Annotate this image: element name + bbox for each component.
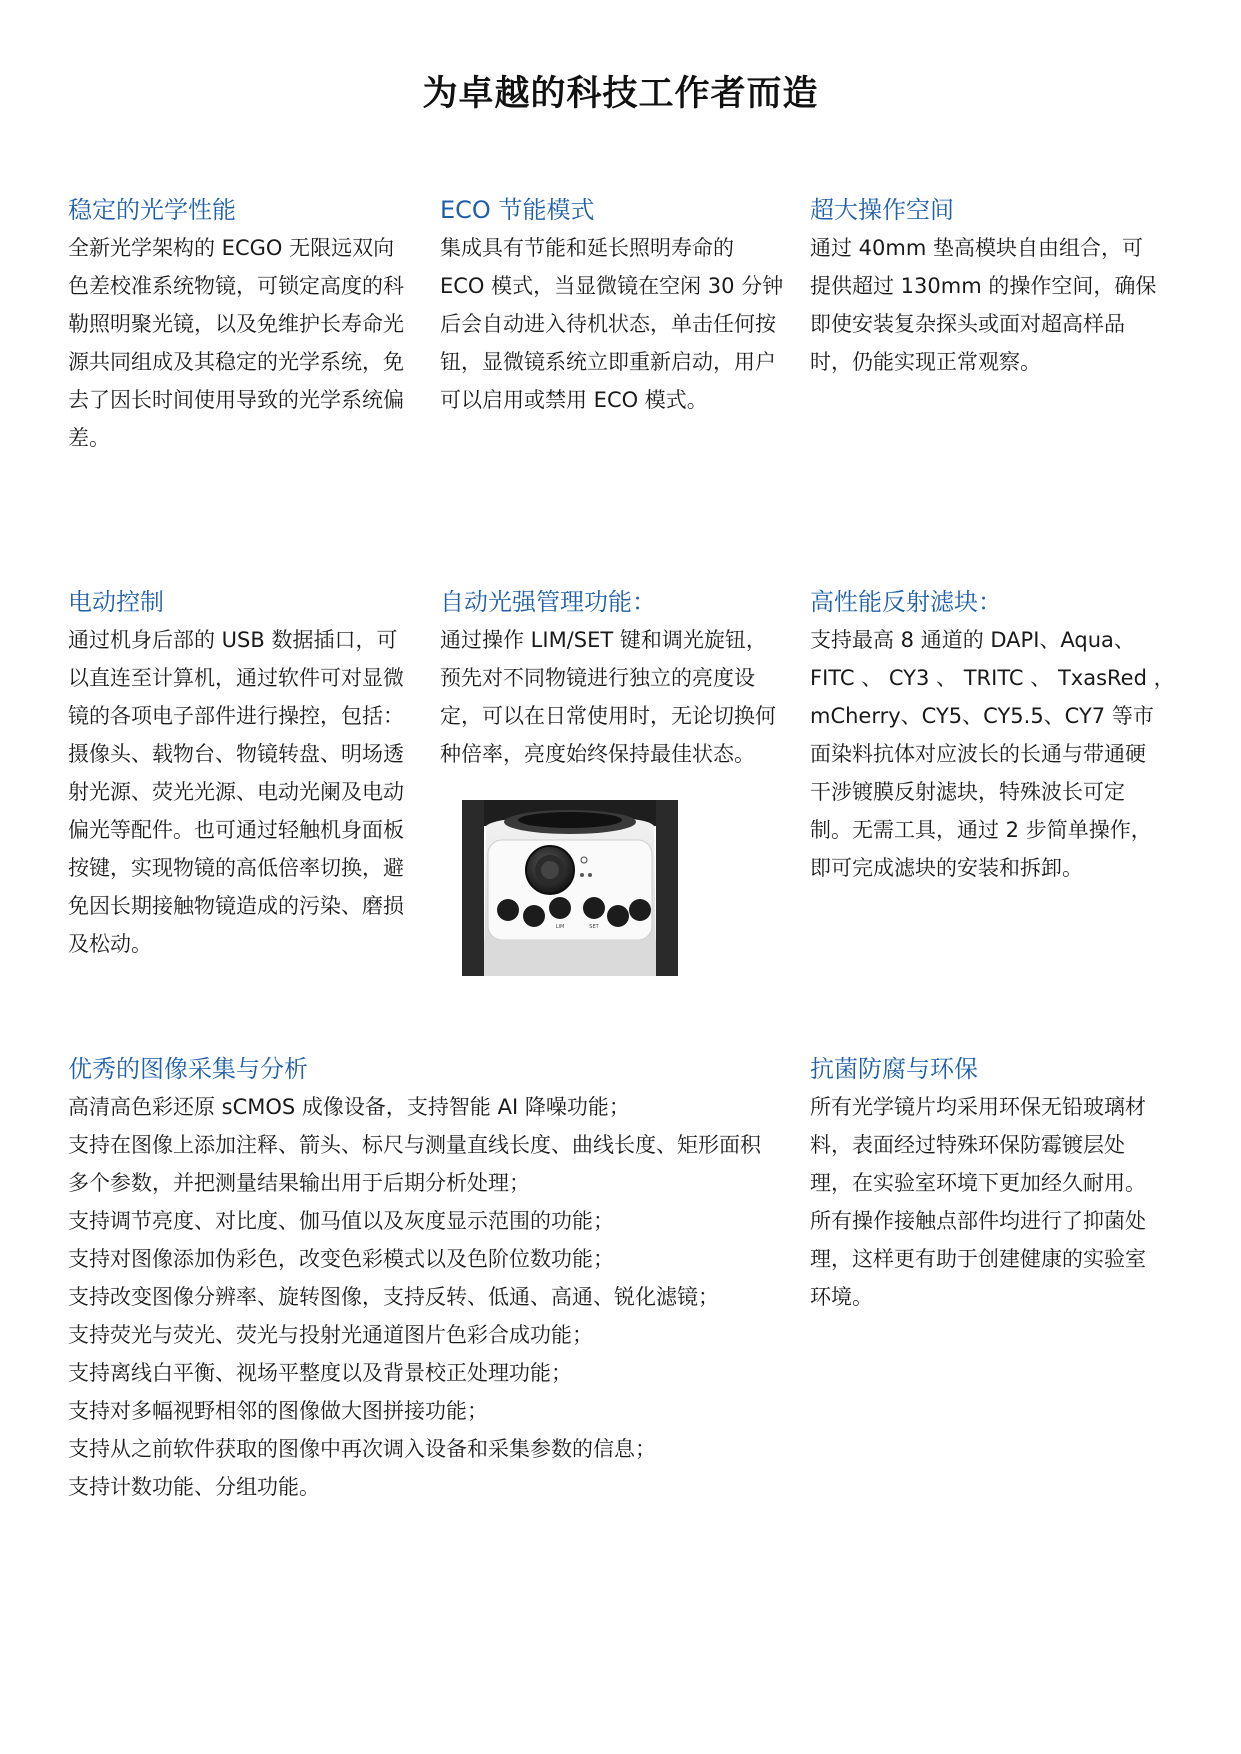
body-line: 所有光学镜片均采用环保无铅玻璃材 (810, 1095, 1146, 1119)
body-line: 差。 (68, 426, 110, 450)
section-body (810, 621, 1175, 887)
body-line: 所有操作接触点部件均进行了抑菌处 (810, 1209, 1146, 1233)
body-line: mCherry、CY5、CY5.5、CY7 等市 (810, 704, 1154, 728)
body-line: 支持计数功能、分组功能。 (68, 1475, 320, 1499)
body-line: 勒照明聚光镜，以及免维护长寿命光 (68, 312, 404, 336)
body-line: 支持最高 8 通道的 DAPI、Aqua、 (810, 628, 1135, 652)
section-body (440, 229, 783, 419)
body-line: 镜的各项电子部件进行操控，包括： (68, 704, 404, 728)
section-antibac (810, 1050, 1146, 1316)
body-line: 后会自动进入待机状态，单击任何按 (440, 312, 776, 336)
body-line: 理，在实验室环境下更加经久耐用。 (810, 1171, 1146, 1195)
body-line: 通过操作 LIM/SET 键和调光旋钮， (440, 628, 767, 652)
body-line: 通过 40mm 垫高模块自由组合，可 (810, 236, 1143, 260)
body-line: 源共同组成及其稳定的光学系统，免 (68, 350, 404, 374)
section-light (440, 583, 776, 773)
body-line: 色差校准系统物镜，可锁定高度的科 (68, 274, 404, 298)
body-line: 料，表面经过特殊环保防霉镀层处 (810, 1133, 1125, 1157)
body-line: 以直连至计算机，通过软件可对显微 (68, 666, 404, 690)
section-title: ECO 节能模式 (440, 196, 595, 224)
section-motor (68, 583, 404, 963)
section-imaging (68, 1050, 761, 1506)
body-line: 免因长期接触物镜造成的污染、磨损 (68, 894, 404, 918)
body-line: 可以启用或禁用 ECO 模式。 (440, 388, 708, 412)
body-line: 即可完成滤块的安装和拆卸。 (810, 856, 1083, 880)
body-line: 按键，实现物镜的高低倍率切换，避 (68, 856, 404, 880)
body-line: 时，仍能实现正常观察。 (810, 350, 1041, 374)
body-line: 支持改变图像分辨率、旋转图像，支持反转、低通、高通、锐化滤镜； (68, 1285, 719, 1309)
section-title: 电动控制 (68, 588, 164, 616)
section-title: 优秀的图像采集与分析 (68, 1055, 308, 1083)
section-eco (440, 191, 783, 419)
body-line: 支持对多幅视野相邻的图像做大图拼接功能； (68, 1399, 488, 1423)
page-title: 为卓越的科技工作者而造 (422, 74, 819, 114)
body-line: FITC 、 CY3 、 TRITC 、 TxasRed ， (810, 666, 1175, 690)
body-line: 理，这样更有助于创建健康的实验室 (810, 1247, 1146, 1271)
body-line: 支持荧光与荧光、荧光与投射光通道图片色彩合成功能； (68, 1323, 593, 1347)
body-line: 环境。 (810, 1285, 873, 1309)
section-body (810, 229, 1156, 381)
body-line: 定，可以在日常使用时，无论切换何 (440, 704, 776, 728)
set-label: SET (589, 924, 599, 930)
body-line: 种倍率，亮度始终保持最佳状态。 (440, 742, 755, 766)
body-line: 集成具有节能和延长照明寿命的 (440, 236, 734, 260)
body-line: 钮，显微镜系统立即重新启动，用户 (440, 350, 776, 374)
control-panel-illustration (462, 800, 678, 976)
body-line: 摄像头、载物台、物镜转盘、明场透 (68, 742, 404, 766)
section-body (810, 1088, 1146, 1316)
body-line: 面染料抗体对应波长的长通与带通硬 (810, 742, 1146, 766)
section-body (68, 621, 404, 963)
body-line: 去了因长时间使用导致的光学系统偏 (68, 388, 404, 412)
control-panel-photo (462, 800, 678, 976)
lim-label: LIM (555, 924, 565, 930)
section-title: 抗菌防腐与环保 (810, 1055, 978, 1083)
section-body (68, 229, 404, 457)
section-optics (68, 191, 404, 457)
section-title: 高性能反射滤块： (810, 588, 1002, 616)
section-body (440, 621, 776, 773)
body-line: 支持离线白平衡、视场平整度以及背景校正处理功能； (68, 1361, 572, 1385)
body-line: 支持在图像上添加注释、箭头、标尺与测量直线长度、曲线长度、矩形面积 (68, 1133, 761, 1157)
body-line: 支持调节亮度、对比度、伽马值以及灰度显示范围的功能； (68, 1209, 614, 1233)
section-title: 自动光强管理功能： (440, 588, 656, 616)
section-filter (810, 583, 1175, 887)
body-line: 全新光学架构的 ECGO 无限远双向 (68, 236, 395, 260)
section-title: 稳定的光学性能 (68, 196, 236, 224)
section-space (810, 191, 1156, 381)
body-line: 通过机身后部的 USB 数据插口，可 (68, 628, 398, 652)
body-line: 高清高色彩还原 sCMOS 成像设备，支持智能 AI 降噪功能； (68, 1095, 630, 1119)
body-line: 多个参数，并把测量结果输出用于后期分析处理； (68, 1171, 530, 1195)
body-line: 偏光等配件。也可通过轻触机身面板 (68, 818, 404, 842)
section-title: 超大操作空间 (810, 196, 954, 224)
body-line: 即使安装复杂探头或面对超高样品 (810, 312, 1125, 336)
body-line: 提供超过 130mm 的操作空间，确保 (810, 274, 1157, 298)
body-line: 制。无需工具，通过 2 步简单操作， (810, 818, 1152, 842)
body-line: 支持从之前软件获取的图像中再次调入设备和采集参数的信息； (68, 1437, 656, 1461)
body-line: ECO 模式，当显微镜在空闲 30 分钟 (440, 274, 784, 298)
body-line: 射光源、荧光光源、电动光阑及电动 (68, 780, 404, 804)
body-line: 干涉镀膜反射滤块，特殊波长可定 (810, 780, 1125, 804)
section-body (68, 1088, 761, 1506)
body-line: 预先对不同物镜进行独立的亮度设 (440, 666, 755, 690)
body-line: 及松动。 (68, 932, 152, 956)
body-line: 支持对图像添加伪彩色，改变色彩模式以及色阶位数功能； (68, 1247, 614, 1271)
